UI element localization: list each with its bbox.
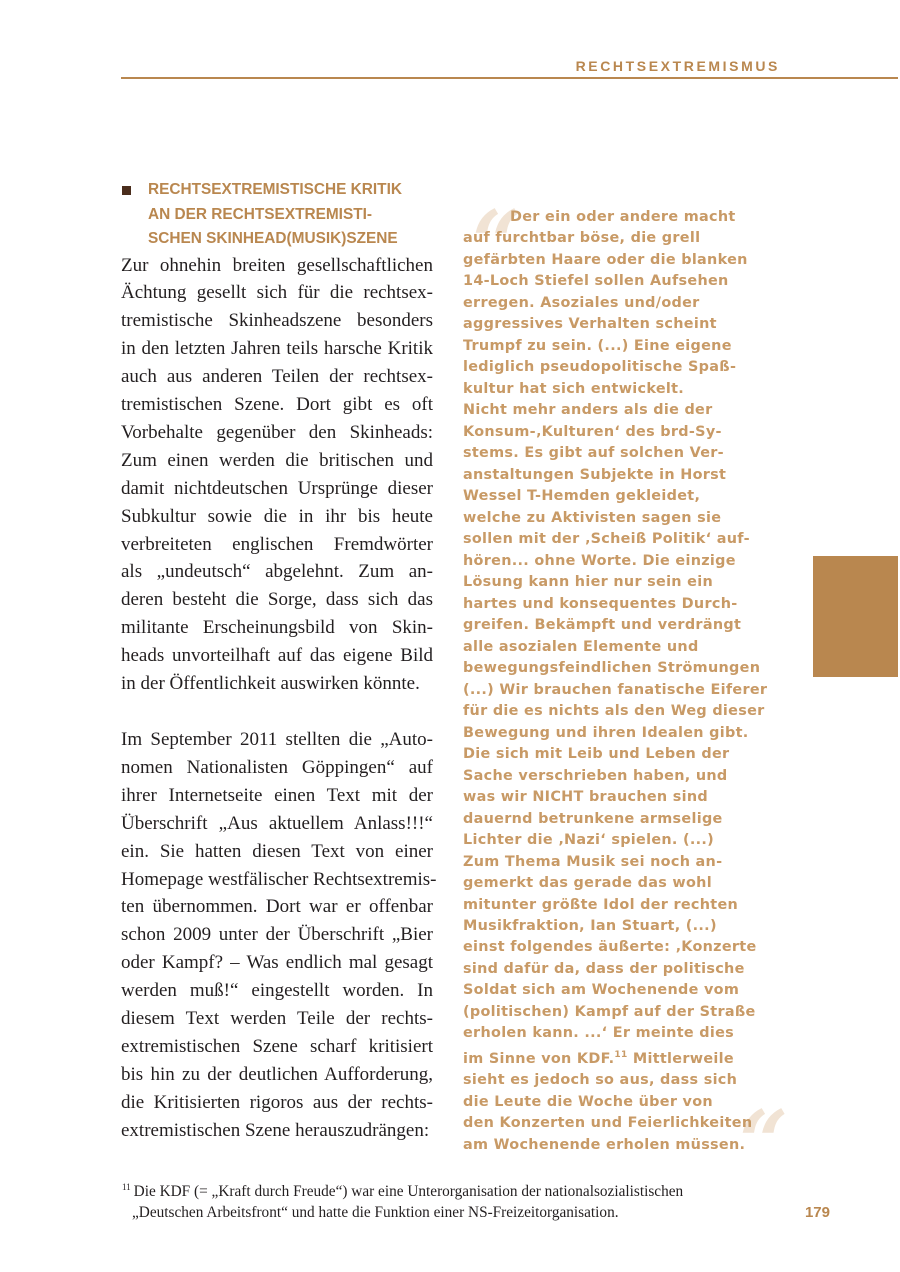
text-line: deren besteht die Sorge, dass sich das xyxy=(121,589,433,611)
footnote-11 xyxy=(122,1177,782,1223)
body-paragraph-2 xyxy=(121,726,437,1145)
section-heading xyxy=(121,178,433,252)
text-line: Subkultur sowie die in ihr bis heute xyxy=(121,505,433,527)
quote-line: Soldat sich am Wochenende vom xyxy=(463,982,740,999)
quote-line: bewegungsfeindlichen Strömungen xyxy=(463,660,761,677)
quote-line: was wir NICHT brauchen sind xyxy=(463,789,709,806)
quote-line: Zum Thema Musik sei noch an- xyxy=(463,853,723,870)
footnote-text: Die KDF (= „Kraft durch Freude“) war eine Unterorganisation der nationalsozialistischen xyxy=(133,1183,684,1200)
text-line: die Kritisierten rigoros aus der rechts- xyxy=(121,1091,433,1113)
quote-line: Lösung kann hier nur sein ein xyxy=(463,574,713,591)
chapter-side-tab xyxy=(813,556,898,677)
section-heading-line: AN DER RECHTSEXTREMISTI- xyxy=(148,205,373,223)
text-line: ten übernommen. Dort war er offenbar xyxy=(121,896,433,918)
quote-line: kultur hat sich entwickelt. xyxy=(463,380,685,397)
quote-line: (politischen) Kampf auf der Straße xyxy=(463,1003,756,1020)
quote-line: den Konzerten und Feierlichkeiten xyxy=(463,1115,753,1132)
footnote-line: „Deutschen Arbeitsfront“ und hatte die Funktion einer NS-Freizeitorganisation. xyxy=(132,1204,619,1221)
quote-line: am Wochenende erholen müssen. xyxy=(463,1136,746,1153)
quote-line: sind dafür da, dass der politische xyxy=(463,960,745,977)
quote-line: sollen mit der ‚Scheiß Politik‘ auf- xyxy=(463,531,750,548)
text-line: Zur ohnehin breiten gesellschaftlichen xyxy=(121,254,433,276)
text-line: Überschrift „Aus aktuellem Anlass!!!“ xyxy=(121,812,433,834)
quote-line-kdf xyxy=(463,1045,763,1070)
quote-line: Nicht mehr anders als die der xyxy=(463,402,713,419)
quote-text: Mittlerweile xyxy=(627,1050,734,1067)
quote-line: sieht es jedoch so aus, dass sich xyxy=(463,1072,738,1089)
text-line: Zum einen werden die britischen und xyxy=(121,449,433,471)
text-line: in den letzten Jahren teils harsche Kritik xyxy=(121,338,433,360)
text-line: extremistischen Szene scharf kritisiert xyxy=(121,1035,433,1057)
text-line: in der Öffentlichkeit auswirken könnte. xyxy=(121,673,420,695)
page-number: 179 xyxy=(804,1204,830,1221)
quote-line: Lichter die ‚Nazi‘ spielen. (...) xyxy=(463,832,715,849)
quote-line: dauernd betrunkene armselige xyxy=(463,810,723,827)
quote-line: 14-Loch Stiefel sollen Aufsehen xyxy=(463,273,729,290)
text-line: militante Erscheinungsbild von Skin- xyxy=(121,617,433,639)
quote-line: einst folgendes äußerte: ‚Konzerte xyxy=(463,939,757,956)
text-line: schon 2009 unter der Überschrift „Bier xyxy=(121,924,433,946)
text-line: damit nichtdeutschen Ursprünge dieser xyxy=(121,477,433,499)
quote-line: auf furchtbar böse, die grell xyxy=(463,230,701,247)
pull-quote xyxy=(463,207,768,1156)
text-line: werden muß!“ eingestellt worden. In xyxy=(121,980,433,1002)
text-line: diesem Text werden Teile der rechts- xyxy=(121,1008,433,1030)
quote-line: die Leute die Woche über von xyxy=(463,1093,713,1110)
footnote-ref-11[interactable]: 11 xyxy=(614,1049,628,1060)
quote-line: für die es nichts als den Weg dieser xyxy=(463,703,765,720)
quote-line: Trumpf zu sein. (...) Eine eigene xyxy=(463,337,732,354)
text-line: ein. Sie hatten diesen Text von einer xyxy=(121,840,433,862)
quote-line: erregen. Asoziales und/oder xyxy=(463,294,700,311)
quote-line: greifen. Bekämpft und verdrängt xyxy=(463,617,742,634)
footnote-line xyxy=(122,1183,683,1200)
text-line: heads unvorteilhaft auf das eigene Bild xyxy=(121,645,433,667)
quote-line: erholen kann. ...‘ Er meinte dies xyxy=(463,1025,735,1042)
text-line: ihrer Internetseite einen Text mit der xyxy=(121,784,433,806)
body-paragraph-1 xyxy=(121,252,433,699)
text-line: Homepage westfälischer Rechtsextremis- xyxy=(121,868,437,890)
text-line: oder Kampf? – Was endlich mal gesagt xyxy=(121,952,433,974)
quote-text: im Sinne von KDF. xyxy=(463,1050,615,1067)
text-line: extremistischen Szene herauszudrängen: xyxy=(121,1119,430,1141)
quote-line: Bewegung und ihren Idealen gibt. xyxy=(463,724,749,741)
quote-line: Die sich mit Leib und Leben der xyxy=(463,746,730,763)
quote-line: stems. Es gibt auf solchen Ver- xyxy=(463,445,724,462)
text-line: verbreiteten englischen Fremdwörter xyxy=(121,533,433,555)
quote-line: mitunter größte Idol der rechten xyxy=(463,896,739,913)
text-line: tremistische Skinheadszene besonders xyxy=(121,310,433,332)
header-rule xyxy=(121,77,898,79)
quote-line: Musikfraktion, Ian Stuart, (...) xyxy=(463,917,717,934)
quote-line: Sache verschrieben haben, und xyxy=(463,767,728,784)
quote-line: Der ein oder andere macht xyxy=(510,209,736,225)
section-heading-line: SCHEN SKINHEAD(MUSIK)SZENE xyxy=(148,230,398,247)
text-line: als „undeutsch“ abgelehnt. Zum an- xyxy=(121,561,433,583)
section-heading-line: RECHTSEXTREMISTISCHE KRITIK xyxy=(148,181,402,198)
quote-line: hartes und konsequentes Durch- xyxy=(463,595,738,612)
text-line: Vorbehalte gegenüber den Skinheads: xyxy=(121,421,433,443)
square-bullet-icon xyxy=(122,186,131,195)
quote-line: (...) Wir brauchen fanatische Eiferer xyxy=(463,681,768,698)
text-line: Im September 2011 stellten die „Auto- xyxy=(121,729,433,750)
quote-line: hören... ohne Worte. Die einzige xyxy=(463,552,736,569)
close-quote-mark: “ xyxy=(726,1092,794,1193)
footnote-number: 11 xyxy=(122,1182,131,1192)
text-line: auch aus anderen Teilen der rechtsex- xyxy=(121,366,433,388)
quote-line: aggressives Verhalten scheint xyxy=(463,316,717,333)
quote-line: Wessel T-Hemden gekleidet, xyxy=(463,488,701,505)
running-header: RECHTSEXTREMISMUS xyxy=(575,58,780,74)
quote-line: lediglich pseudopolitische Spaß- xyxy=(463,359,737,376)
quote-line: alle asozialen Elemente und xyxy=(463,638,699,655)
quote-line: gefärbten Haare oder die blanken xyxy=(463,251,748,268)
quote-line: gemerkt das gerade das wohl xyxy=(463,875,712,892)
text-line: bis hin zu der deutlichen Aufforderung, xyxy=(121,1063,433,1085)
text-line: nomen Nationalisten Göppingen“ auf xyxy=(121,756,433,778)
quote-line: welche zu Aktivisten sagen sie xyxy=(463,509,722,526)
text-line: tremistischen Szene. Dort gibt es oft xyxy=(121,394,433,416)
quote-line: anstaltungen Subjekte in Horst xyxy=(463,466,727,483)
main-text-column xyxy=(121,178,437,1145)
text-line: Ächtung gesellt sich für die rechtsex- xyxy=(121,282,433,304)
open-quote-mark: “ xyxy=(459,192,527,293)
quote-line: Konsum-‚Kulturen‘ des brd-Sy- xyxy=(463,423,722,440)
